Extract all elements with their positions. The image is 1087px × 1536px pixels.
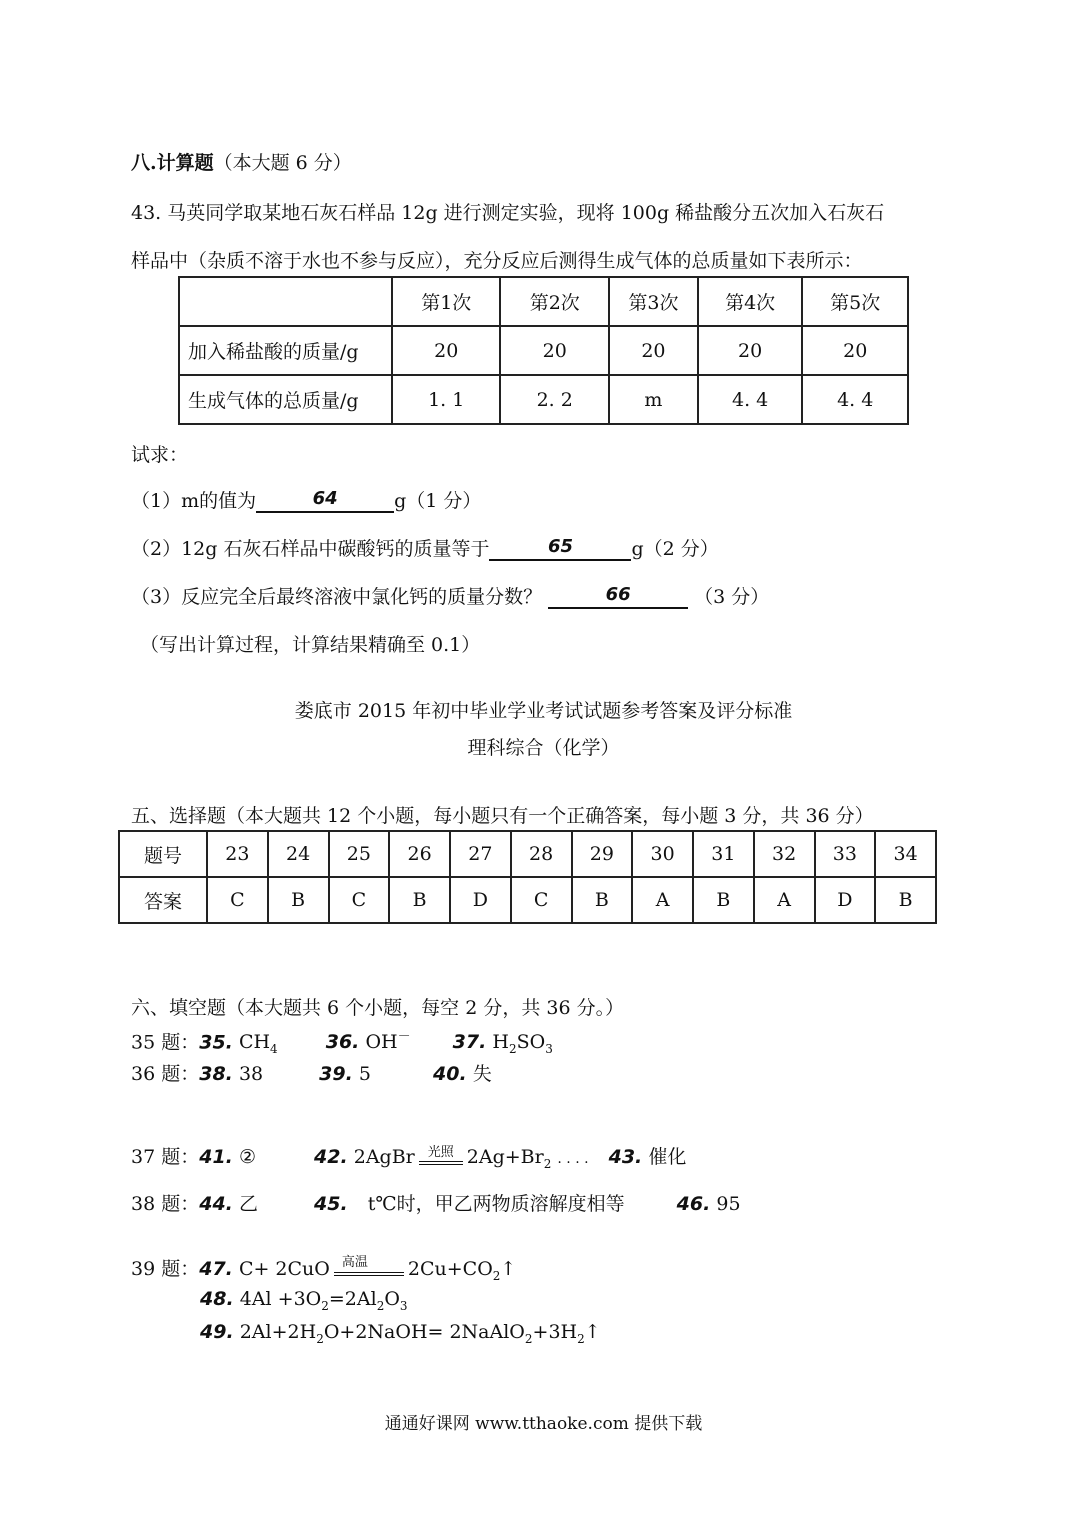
table-cell: 20: [500, 326, 609, 375]
table-cell: 生成气体的总质量/g: [179, 375, 392, 424]
equation: $4Al +3O_2=2Al_2O_3$: [239, 1288, 408, 1313]
sub3-answer-blank[interactable]: [548, 583, 688, 609]
equation: $2Al+2H_2O+2NaOH=$ $2NaAlO_2+3H_2↑$: [239, 1321, 601, 1346]
table-cell: 26: [389, 831, 450, 877]
q43-line1: 43. 马英同学取某地石灰石样品 12g 进行测定实验，现将 100g 稀盐酸分五次加入石灰石: [131, 202, 885, 224]
table-cell: 20: [609, 326, 698, 375]
table-cell: 29: [572, 831, 633, 877]
table-cell: 27: [450, 831, 511, 877]
table-cell: 加入稀盐酸的质量/g: [179, 326, 392, 375]
blank-number: 49.: [200, 1321, 234, 1343]
blank-number: 47.: [199, 1258, 233, 1280]
answer-text: 5: [358, 1063, 371, 1085]
answer-text: t℃时，甲乙两物质溶解度相等: [367, 1193, 625, 1215]
table-header-cell: 第2次: [500, 277, 609, 326]
table-cell: 30: [632, 831, 693, 877]
blank-number: 41.: [199, 1146, 233, 1168]
table-header-cell: 第3次: [609, 277, 698, 326]
table-cell: C: [329, 877, 390, 923]
table-cell: 2. 2: [500, 375, 609, 424]
blank-number: 36.: [325, 1031, 360, 1054]
table-cell: 4. 4: [698, 375, 803, 424]
answer-text: 催化: [648, 1146, 687, 1168]
table-cell: 24: [268, 831, 329, 877]
blank-number: 40.: [433, 1063, 467, 1085]
answer-line-35: [131, 1026, 553, 1056]
table-header-cell: 第1次: [392, 277, 501, 326]
sub3-blank-label: 66: [605, 584, 631, 605]
sub2-blank-label: 65: [547, 536, 573, 557]
answer-line-37: [131, 1142, 686, 1171]
q43-hint: （写出计算过程，计算结果精确至 0.1）: [140, 634, 481, 656]
answer-line-36: [131, 1059, 492, 1086]
reaction-condition-arrow: 高温: [334, 1259, 404, 1281]
answer-line-38: [131, 1189, 741, 1216]
section-8-note: （本大题 6 分）: [213, 152, 352, 174]
sub3-suffix: （3 分）: [694, 586, 770, 608]
section-8-title: 八.计算题: [131, 152, 214, 174]
equation: 2AgBr 光照 $2Ag+Br_2$ . . . .: [353, 1145, 589, 1171]
table-cell: B: [693, 877, 754, 923]
sub1-blank-label: 64: [312, 488, 338, 509]
blank-number: 43.: [608, 1146, 643, 1168]
table-cell: B: [875, 877, 936, 923]
sub1-answer-blank[interactable]: [256, 487, 394, 513]
page-footer: 通通好课网 www.tthaoke.com 提供下载: [384, 1414, 703, 1434]
table-header-cell: 第4次: [698, 277, 803, 326]
q43-line2: 样品中（杂质不溶于水也不参与反应），充分反应后测得生成气体的总质量如下表所示：: [131, 250, 863, 272]
blank-number: 44.: [199, 1193, 233, 1215]
blank-number: 37.: [452, 1031, 487, 1054]
table-cell: B: [389, 877, 450, 923]
table-cell: 20: [698, 326, 803, 375]
answer-text: ②: [238, 1146, 256, 1168]
table-cell: A: [754, 877, 815, 923]
table-cell: 20: [802, 326, 908, 375]
section-6-title: 六、填空题（本大题共 6 个小题，每空 2 分，共 36 分。）: [131, 997, 625, 1019]
q43-sub2: [131, 534, 719, 561]
table-cell: 33: [815, 831, 876, 877]
answer-line-39: [131, 1254, 516, 1283]
table-cell: 32: [754, 831, 815, 877]
section-8-heading: [131, 148, 352, 175]
table-row: [119, 877, 936, 923]
answer-text: $CH_4$: [238, 1031, 278, 1057]
blank-number: 48.: [200, 1288, 234, 1310]
q43-ask: 试求：: [131, 444, 189, 466]
blank-number: 35.: [199, 1031, 233, 1054]
blank-number: 46.: [676, 1193, 711, 1215]
choice-answer-table: [118, 830, 937, 924]
table-cell: 20: [392, 326, 501, 375]
table-header-cell: [179, 277, 392, 326]
reaction-condition-arrow: 光照: [419, 1147, 463, 1169]
sub2-suffix: g（2 分）: [631, 538, 719, 560]
section-5-title: 五、选择题（本大题共 12 个小题，每小题只有一个正确答案，每小题 3 分，共 36 分）: [131, 805, 874, 827]
sub2-answer-blank[interactable]: [489, 535, 631, 561]
table-cell: 31: [693, 831, 754, 877]
table-cell: B: [572, 877, 633, 923]
sub3-prompt: （3）反应完全后最终溶液中氯化钙的质量分数？: [131, 586, 543, 608]
table-cell: D: [450, 877, 511, 923]
answer-text: $H_2SO_3$: [492, 1031, 553, 1057]
table-header-cell: 第5次: [802, 277, 908, 326]
blank-number: 38.: [199, 1063, 233, 1085]
sub1-suffix: g（1 分）: [394, 490, 482, 512]
table-cell: B: [268, 877, 329, 923]
row-label-answer: 答案: [119, 877, 207, 923]
table-row: [179, 326, 908, 375]
row-label-number: 题号: [119, 831, 207, 877]
blank-number: 42.: [314, 1146, 348, 1168]
table-cell: 25: [329, 831, 390, 877]
q43-sub3: [131, 582, 769, 609]
question-label: 38 题：: [131, 1193, 200, 1215]
equation: C+ 2CuO 高温 $2Cu+CO_2↑$: [238, 1255, 517, 1283]
table-cell: 28: [511, 831, 572, 877]
table-row: [179, 375, 908, 424]
q43-sub1: [131, 486, 481, 513]
answer-key-title: 娄底市 2015 年初中毕业学业考试试题参考答案及评分标准: [294, 700, 793, 722]
answer-text: 95: [716, 1193, 741, 1215]
table-cell: D: [815, 877, 876, 923]
answer-key-subtitle: 理科综合（化学）: [467, 737, 620, 759]
answer-line-49: [200, 1321, 601, 1346]
blank-number: 45.: [314, 1193, 348, 1215]
answer-text: 乙: [238, 1193, 258, 1215]
blank-number: 39.: [319, 1063, 353, 1085]
answer-line-48: [200, 1288, 408, 1313]
question-label: 37 题：: [131, 1146, 200, 1168]
table-cell: 4. 4: [802, 375, 908, 424]
table-cell: 23: [207, 831, 268, 877]
table-cell: A: [632, 877, 693, 923]
q43-data-table: [178, 276, 909, 425]
answer-text: 38: [238, 1063, 264, 1085]
table-cell: C: [207, 877, 268, 923]
table-cell: 34: [875, 831, 936, 877]
question-label: 35 题：: [131, 1031, 200, 1054]
answer-text: 失: [472, 1063, 492, 1085]
sub1-prompt: （1）m的值为: [131, 490, 257, 512]
question-label: 36 题：: [131, 1063, 200, 1085]
table-cell: m: [609, 375, 698, 424]
table-cell: 1. 1: [392, 375, 501, 424]
table-row: [119, 831, 936, 877]
answer-text: OH－: [365, 1030, 411, 1054]
table-header-row: [179, 277, 908, 326]
sub2-prompt: （2）12g 石灰石样品中碳酸钙的质量等于: [131, 538, 490, 560]
table-cell: C: [511, 877, 572, 923]
question-label: 39 题：: [131, 1258, 200, 1280]
